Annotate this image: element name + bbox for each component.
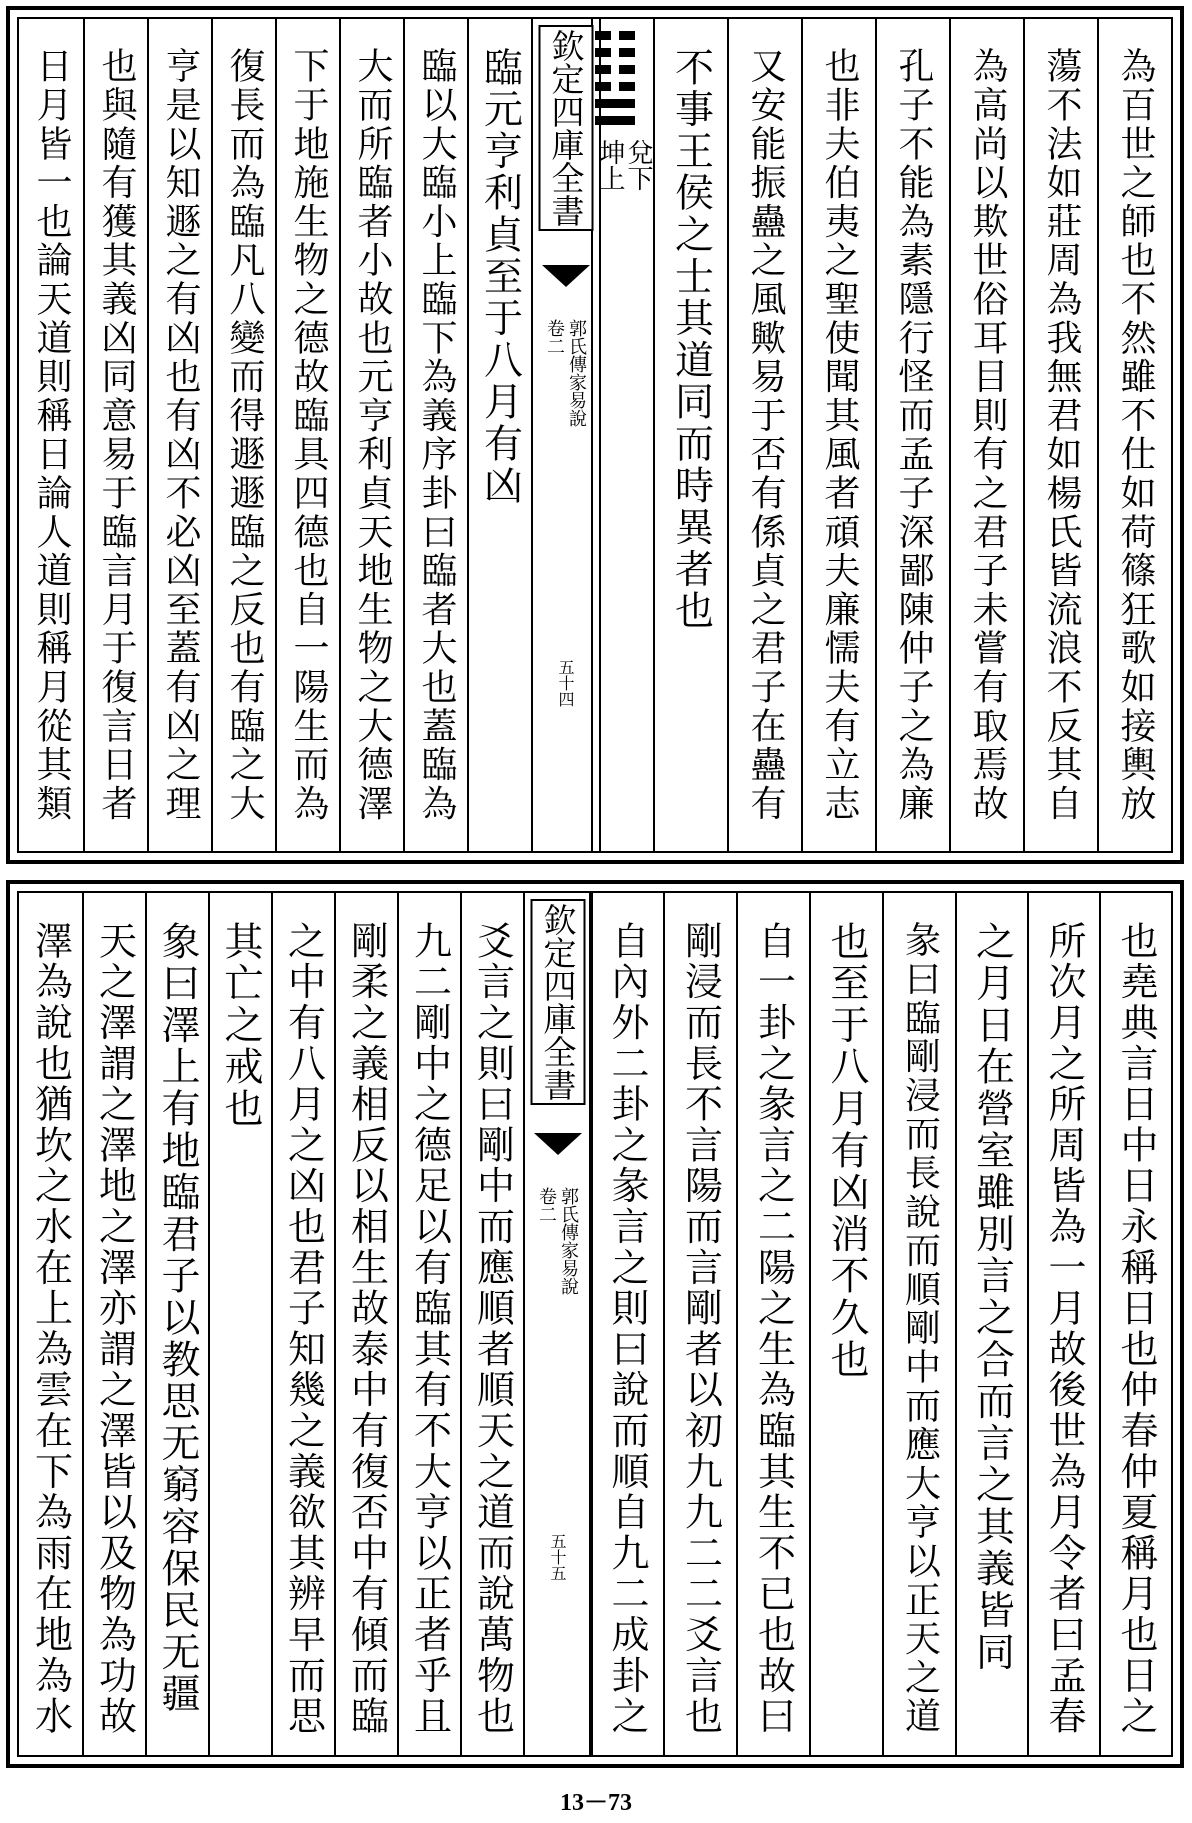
column-text: 為百世之師也不然雖不仕如荷篠狂歌如接輿放	[1115, 47, 1156, 823]
upper-trigram-label: 坤上	[595, 139, 625, 191]
text-column	[875, 19, 949, 851]
column-text: 為高尚以欺世俗耳目則有之君子未嘗有取焉故	[967, 47, 1008, 823]
column-text: 其亡之戒也	[218, 921, 263, 1130]
column-text: 剛浸而長不言陽而言剛者以初九九二二爻言也	[678, 921, 723, 1737]
text-column	[949, 19, 1023, 851]
fold-title: 欽定四庫全書	[531, 899, 586, 1105]
top-page	[6, 6, 1184, 864]
text-column	[589, 893, 663, 1755]
bottom-page-frame	[17, 891, 1173, 1757]
column-text: 臨元亨利貞至于八月有凶	[477, 47, 523, 507]
text-column	[882, 893, 955, 1755]
bottom-page	[6, 880, 1184, 1768]
bottom-fold-center	[523, 893, 593, 1755]
text-column	[275, 19, 339, 851]
text-column	[19, 893, 82, 1755]
text-column	[1097, 19, 1171, 851]
text-column	[82, 893, 145, 1755]
text-column	[467, 19, 531, 851]
text-column	[727, 19, 801, 851]
text-column	[1099, 893, 1171, 1755]
column-text: 蕩不法如莊周為我無君如楊氏皆流浪不反其自	[1041, 47, 1082, 823]
top-fold-center	[531, 19, 601, 851]
fold-volume: 卷二	[536, 1187, 557, 1223]
text-column	[809, 893, 882, 1755]
column-text: 日月皆一也論天道則稱日論人道則稱月從其類	[31, 47, 72, 823]
bottom-right-block	[589, 893, 1171, 1755]
text-column	[653, 19, 727, 851]
column-text: 孔子不能為素隱行怪而孟子深鄙陳仲子之為廉	[893, 47, 934, 823]
text-column	[955, 893, 1027, 1755]
fold-page-number: 五十五	[548, 1533, 567, 1581]
column-text: 象曰澤上有地臨君子以教思无窮容保民无疆	[155, 921, 200, 1716]
text-column	[19, 19, 83, 851]
column-text: 也與隨有獲其義凶同意易于臨言月于復言日者	[96, 47, 137, 823]
text-column	[403, 19, 467, 851]
text-column	[339, 19, 403, 851]
fold-title: 欽定四庫全書	[539, 25, 594, 231]
column-text: 也至于八月有凶消不久也	[824, 921, 869, 1381]
text-column	[801, 19, 875, 851]
column-text: 大而所臨者小故也元亨利貞天地生物之大德澤	[352, 47, 393, 823]
page-number: 13－73	[560, 1790, 632, 1816]
top-right-block	[591, 19, 1171, 851]
column-text: 之中有八月之凶也君子知幾之義欲其辨早而思	[281, 921, 326, 1737]
text-column	[147, 19, 211, 851]
column-text: 自一卦之彖言之二陽之生為臨其生不已也故曰	[751, 921, 796, 1737]
column-text: 下于地施生物之德故臨具四德也自一陽生而為	[288, 47, 329, 823]
column-text: 自內外二卦之彖言之則曰說而順自九二成卦之	[605, 921, 649, 1737]
text-column	[1023, 19, 1097, 851]
top-page-frame	[17, 17, 1173, 853]
text-column	[736, 893, 809, 1755]
column-text: 澤為說也猶坎之水在上為雲在下為雨在地為水	[28, 921, 73, 1737]
fishtail-mark-icon	[534, 1133, 582, 1155]
text-column	[334, 893, 397, 1755]
column-text: 不事王侯之士其道同而時異者也	[668, 47, 714, 633]
text-column	[1027, 893, 1099, 1755]
fold-book-title: 郭氏傳家易說	[566, 319, 587, 427]
column-text: 剛柔之義相反以相生故泰中有復否中有傾而臨	[344, 921, 389, 1737]
lower-trigram-label: 兌下	[623, 139, 653, 191]
text-column	[663, 893, 736, 1755]
fold-volume: 卷二	[544, 319, 565, 355]
column-text: 所次月之所周皆為一月故後世為月令者曰孟春	[1042, 921, 1086, 1737]
column-text: 之月日在營室雖別言之合而言之其義皆同	[969, 921, 1015, 1674]
hexagram-lin-icon	[595, 31, 635, 133]
top-left-block	[19, 19, 531, 851]
column-text: 彖曰臨剛浸而長說而順剛中而應大亨以正天之道	[899, 921, 941, 1736]
text-column	[397, 893, 460, 1755]
column-text: 九二剛中之德足以有臨其有不大亨以正者乎且	[407, 921, 452, 1737]
fold-book-title: 郭氏傳家易說	[558, 1187, 579, 1295]
column-text: 天之澤謂之澤地之澤亦謂之澤皆以及物為功故	[92, 921, 137, 1737]
text-column	[271, 893, 334, 1755]
text-column	[460, 893, 523, 1755]
column-text: 爻言之則曰剛中而應順者順天之道而說萬物也	[470, 921, 515, 1737]
fold-page-number: 五十四	[556, 659, 575, 707]
column-text: 復長而為臨凡八變而得遯遯臨之反也有臨之大	[224, 47, 265, 823]
text-column	[211, 19, 275, 851]
text-column	[83, 19, 147, 851]
column-text: 也堯典言日中日永稱日也仲春仲夏稱月也日之	[1114, 921, 1158, 1737]
column-text: 亨是以知遯之有凶也有凶不必凶至蓋有凶之理	[160, 47, 201, 823]
column-text: 又安能振蠱之風歟易于否有係貞之君子在蠱有	[745, 47, 786, 823]
bottom-left-block	[19, 893, 523, 1755]
column-text: 臨以大臨小上臨下為義序卦曰臨者大也蓋臨為	[416, 47, 457, 823]
text-column	[208, 893, 271, 1755]
column-text: 也非夫伯夷之聖使聞其風者頑夫廉懦夫有立志	[819, 47, 860, 823]
fishtail-mark-icon	[542, 265, 590, 287]
text-column	[145, 893, 208, 1755]
